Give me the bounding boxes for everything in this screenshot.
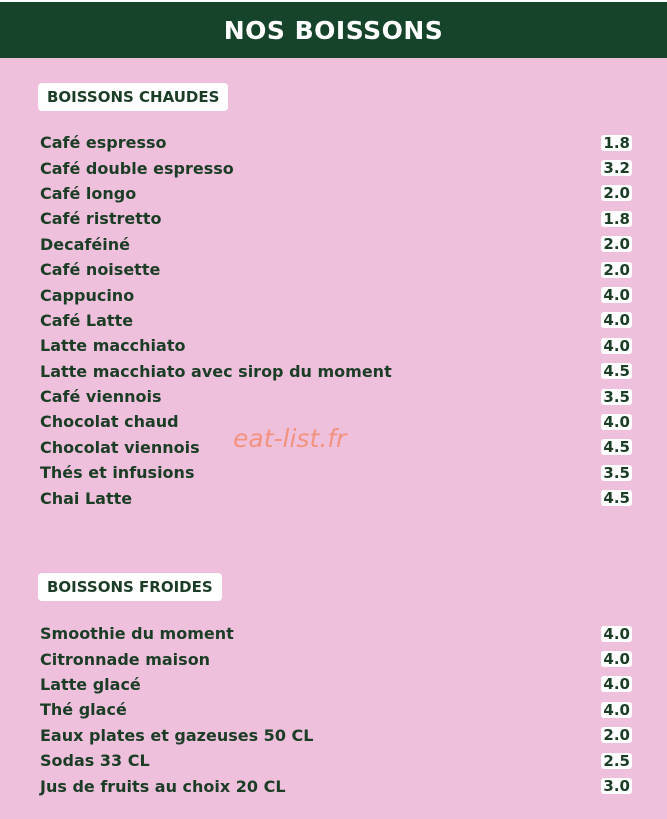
menu-item-row: [40, 130, 632, 155]
menu-item-name: Smoothie du moment: [40, 624, 234, 644]
menu-item-price: 1.8: [603, 209, 630, 228]
section-title-hot-drinks: BOISSONS CHAUDES: [38, 83, 228, 111]
menu-item-price: 4.0: [603, 624, 630, 643]
menu-item-price: 4.0: [603, 650, 630, 669]
page-header: [0, 2, 667, 58]
menu-item-name: Latte macchiato avec sirop du moment: [40, 361, 392, 381]
menu-item-price: 4.5: [603, 362, 630, 381]
menu-item-row: [40, 155, 632, 180]
menu-item-name: Jus de fruits au choix 20 CL: [40, 776, 286, 796]
menu-item-name: Thés et infusions: [40, 463, 195, 483]
menu-item-price: 4.0: [603, 336, 630, 355]
menu-item-name: Decaféiné: [40, 234, 130, 254]
page-title: NOS BOISSONS: [223, 15, 444, 45]
menu-item-name: Café longo: [40, 183, 137, 203]
menu-item-price: 4.0: [603, 700, 630, 719]
menu-item-row: [40, 723, 632, 748]
menu-item-name: Café noisette: [40, 260, 161, 280]
menu-item-row: [40, 206, 632, 231]
menu-item-name: Sodas 33 CL: [40, 751, 150, 771]
menu-item-row: [40, 282, 632, 307]
menu-item-row: [40, 748, 632, 773]
menu-item-price: 4.5: [603, 438, 630, 457]
menu-item-price: 2.0: [603, 235, 630, 254]
menu-item-price: 4.0: [603, 286, 630, 305]
menu-item-row: [40, 485, 632, 510]
cold-drinks-list: [40, 621, 632, 799]
menu-item-name: Latte macchiato: [40, 336, 186, 356]
menu-item-name: Latte glacé: [40, 674, 141, 694]
hot-drinks-list: [40, 130, 632, 511]
menu-item-price: 2.0: [603, 726, 630, 745]
menu-item-row: [40, 232, 632, 257]
menu-item-row: [40, 359, 632, 384]
menu-item-row: [40, 621, 632, 646]
menu-item-price: 4.0: [603, 412, 630, 431]
menu-item-name: Café espresso: [40, 133, 167, 153]
menu-item-name: Chocolat viennois: [40, 437, 200, 457]
menu-item-name: Cappucino: [40, 285, 135, 305]
menu-item-price: 3.5: [603, 387, 630, 406]
menu-item-price: 4.0: [603, 311, 630, 330]
menu-item-price: 1.8: [603, 133, 630, 152]
menu-item-name: Chai Latte: [40, 488, 133, 508]
menu-item-name: Citronnade maison: [40, 649, 211, 669]
menu-item-name: Café double espresso: [40, 158, 234, 178]
menu-item-price: 3.0: [603, 777, 630, 796]
menu-item-row: [40, 181, 632, 206]
menu-item-row: [40, 257, 632, 282]
watermark: eat-list.fr: [233, 424, 347, 453]
menu-item-price: 4.5: [603, 489, 630, 508]
menu-item-row: [40, 460, 632, 485]
menu-item-price: 2.5: [603, 751, 630, 770]
menu-item-row: [40, 697, 632, 722]
menu-item-name: Thé glacé: [40, 700, 127, 720]
menu-item-row: [40, 308, 632, 333]
menu-item-price: 4.0: [603, 675, 630, 694]
menu-item-name: Café viennois: [40, 387, 162, 407]
menu-item-price: 3.2: [603, 159, 630, 178]
menu-item-row: [40, 646, 632, 671]
section-title-cold-drinks: BOISSONS FROIDES: [38, 573, 222, 601]
menu-item-name: Eaux plates et gazeuses 50 CL: [40, 725, 314, 745]
menu-item-price: 3.5: [603, 463, 630, 482]
menu-item-name: Café ristretto: [40, 209, 162, 229]
menu-item-row: [40, 773, 632, 798]
menu-item-row: [40, 672, 632, 697]
menu-item-row: [40, 384, 632, 409]
menu-item-name: Café Latte: [40, 310, 134, 330]
menu-item-price: 2.0: [603, 184, 630, 203]
menu-item-price: 2.0: [603, 260, 630, 279]
menu-item-name: Chocolat chaud: [40, 412, 179, 432]
menu-item-row: [40, 333, 632, 358]
